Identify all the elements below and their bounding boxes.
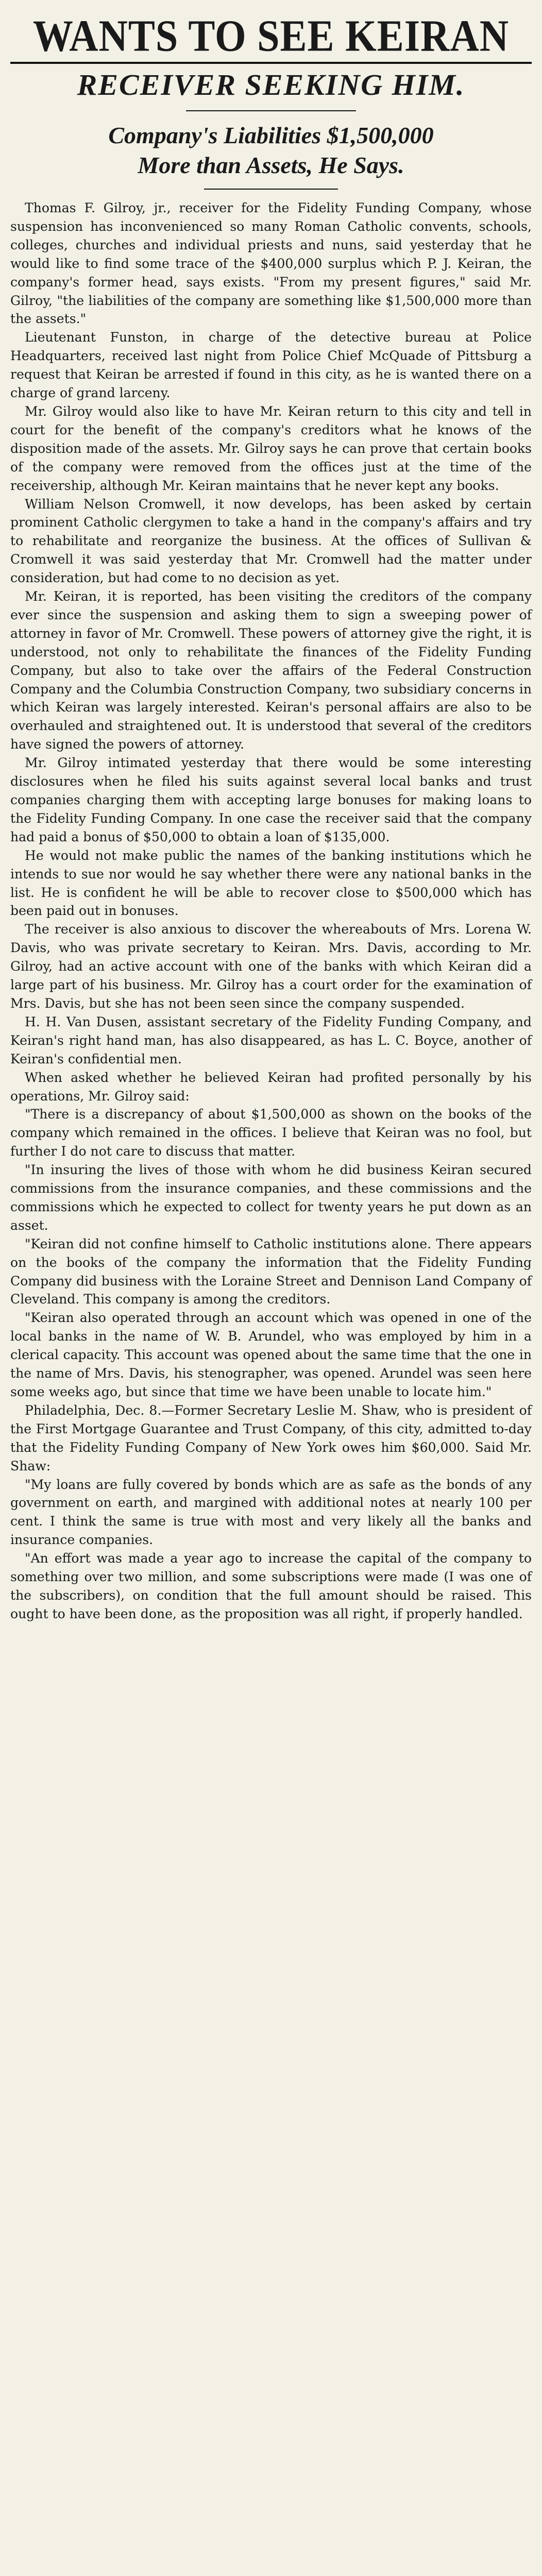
article-paragraph: Mr. Gilroy would also like to have Mr. Keiran return to this city and tell in court for the benefit of the company's creditors what he knows of the disposition made of the assets. Mr. Gilroy says he can prove that certain books of the company were removed from the offices just at the time of the receivership, although Mr. Keiran maintains that he never kept any books. xyxy=(10,403,532,493)
article-paragraph: "In insuring the lives of those with whom he did business Keiran secured commissions from the insurance companies, and these commissions and the commissions which he expected to collect for twenty years he put down as an asset. xyxy=(10,1162,532,1233)
deck-line-1: Company's Liabilities $1,500,000 xyxy=(108,122,434,148)
article-paragraph: The receiver is also anxious to discover the whereabouts of Mrs. Lorena W. Davis, who was private secretary to Keiran. Mrs. Davis, according to Mr. Gilroy, had an active account with one of the banks with which Keiran did a large part of his business. Mr. Gilroy has a court order for the examination of Mrs. Davis, but she has not been seen since the company suspended. xyxy=(10,922,532,1011)
article-paragraph: "Keiran also operated through an account which was opened in one of the local banks in the name of W. B. Arundel, who was employed by him in a clerical capacity. This account was opened about the same time that the one in the name of Mrs. Davis, his stenographer, was opened. Arundel was seen here some weeks ago, but since that time we have been unable to locate him." xyxy=(10,1310,532,1399)
deck xyxy=(10,121,532,180)
article-paragraph: Thomas F. Gilroy, jr., receiver for the Fidelity Funding Company, whose suspension has inconvenienced so many Roman Catholic convents, schools, colleges, churches and individual priests and nuns, said yesterday that he would like to find some trace of the $400,000 surplus which P. J. Keiran, the company's former head, says exists. "From my present figures," said Mr. Gilroy, "the liabilities of the company are something like $1,500,000 more than the assets." xyxy=(10,200,532,327)
article-paragraph: He would not make public the names of the banking institutions which he intends to sue nor would he say whether there were any national banks in the list. He is confident he will be able to recover close to $500,000 which has been paid out in bonuses. xyxy=(10,848,532,919)
article-paragraph: H. H. Van Dusen, assistant secretary of the Fidelity Funding Company, and Keiran's right hand man, has also disappeared, as has L. C. Boyce, another of Keiran's confidential men. xyxy=(10,1014,532,1066)
article-paragraph: When asked whether he believed Keiran had profited personally by his operations, Mr. Gilroy said: xyxy=(10,1070,532,1104)
deck-rule xyxy=(204,189,338,190)
article-paragraph: "My loans are fully covered by bonds which are as safe as the bonds of any government on earth, and margined with additional notes at nearly 100 per cent. I think the same is true with most and very likely all the banks and insurance companies. xyxy=(10,1477,532,1548)
article-body xyxy=(10,199,532,1623)
headline: WANTS TO SEE KEIRAN xyxy=(32,10,510,61)
deck-line-2: More than Assets, He Says. xyxy=(138,152,404,178)
article-paragraph: William Nelson Cromwell, it now develops, has been asked by certain prominent Catholic clergymen to take a hand in the company's affairs and try to rehabilitate and reorganize the business. At the offices of Sullivan & Cromwell it was said yesterday that Mr. Cromwell had the matter under consideration, but had come to no decision as yet. xyxy=(10,496,532,586)
article-paragraph: Mr. Gilroy intimated yesterday that there would be some interesting disclosures when he filed his suits against several local banks and trust companies charging them with accepting large bonuses for making loans to the Fidelity Funding Company. In one case the receiver said that the company had paid a bonus of $50,000 to obtain a loan of $135,000. xyxy=(10,755,532,844)
article-paragraph: "Keiran did not confine himself to Catholic institutions alone. There appears on the books of the company the information that the Fidelity Funding Company did business with the Loraine Street and Dennison Land Company of Cleveland. This company is among the creditors. xyxy=(10,1236,532,1307)
article-paragraph: "There is a discrepancy of about $1,500,000 as shown on the books of the company which remained in the offices. I believe that Keiran was no fool, but further I do not care to discuss that matter. xyxy=(10,1107,532,1159)
article-paragraph: Mr. Keiran, it is reported, has been visiting the creditors of the company ever since the suspension and asking them to sign a sweeping power of attorney in favor of Mr. Cromwell. These powers of attorney give the right, it is understood, not only to rehabilitate the finances of the Fidelity Funding Company, but also to take over the affairs of the Federal Construction Company and the Columbia Construction Company, two subsidiary concerns in which Keiran was largely interested. Keiran's personal affairs are also to be overhauled and straightened out. It is understood that several of the creditors have signed the powers of attorney. xyxy=(10,589,532,752)
subheadline: RECEIVER SEEKING HIM. xyxy=(77,68,465,101)
article-paragraph: "An effort was made a year ago to increase the capital of the company to something over two million, and some subscriptions were made (I was one of the subscribers), on condition that the full amount should be raised. This ought to have been done, as the proposition was all right, if properly handled. xyxy=(10,1551,532,1621)
article-paragraph-dateline: Philadelphia, Dec. 8.—Former Secretary Leslie M. Shaw, who is president of the First Mortgage Guarantee and Trust Company, of this city, admitted to-day that the Fidelity Funding Company of New York owes him $60,000. Said Mr. Shaw: xyxy=(10,1402,532,1473)
article-paragraph: Lieutenant Funston, in charge of the detective bureau at Police Headquarters, received last night from Police Chief McQuade of Pittsburg a request that Keiran be arrested if found in this city, as he is wanted there on a charge of grand larceny. xyxy=(10,330,532,401)
subhead-rule xyxy=(186,110,356,111)
